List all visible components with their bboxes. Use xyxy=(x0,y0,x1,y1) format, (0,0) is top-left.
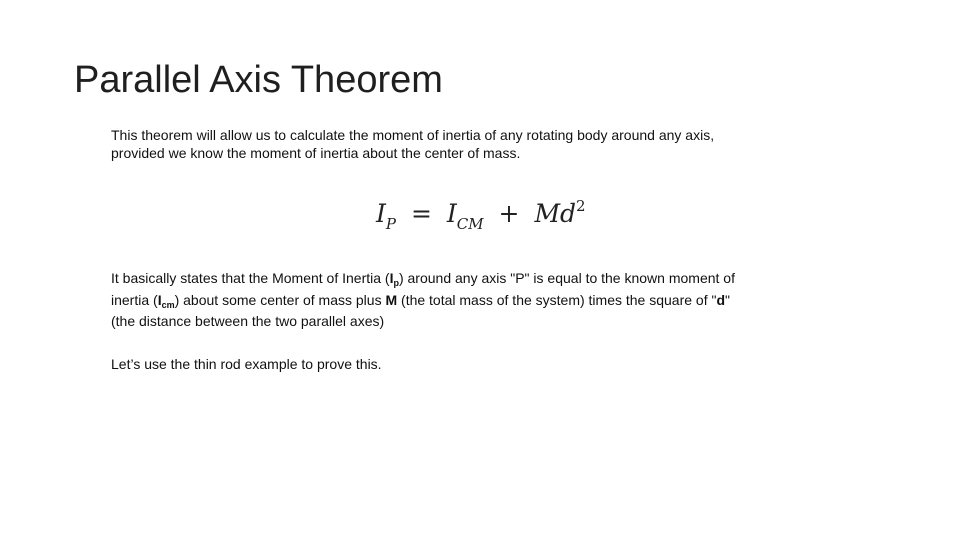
explanation-part4: (the total mass of the system) times the square of " xyxy=(397,291,717,308)
formula-term2-symbol: Md xyxy=(534,199,577,228)
formula-term1-symbol: I xyxy=(446,199,457,228)
slide-title: Parallel Axis Theorem xyxy=(74,59,443,101)
explanation-part1: It basically states that the Moment of Inertia ( xyxy=(111,270,390,286)
formula-term2-superscript: 2 xyxy=(576,197,586,215)
mass-symbol: M xyxy=(385,291,398,308)
explanation-paragraph xyxy=(111,268,736,333)
formula-plus: + xyxy=(498,199,520,228)
ip-subscript: p xyxy=(393,278,399,288)
explanation-part5: " (the distance between the two parallel axes) xyxy=(111,291,731,329)
explanation-part3: ) about some center of mass plus xyxy=(174,291,386,308)
ip-symbol: I xyxy=(389,270,394,286)
formula-term1-subscript: CM xyxy=(456,215,484,233)
formula-equals: = xyxy=(410,199,432,228)
icm-symbol: I xyxy=(157,291,162,308)
formula-lhs-symbol: I xyxy=(376,199,386,228)
closing-sentence: Let’s use the thin rod example to prove this. xyxy=(111,356,382,372)
parallel-axis-formula xyxy=(376,194,586,234)
distance-symbol: d xyxy=(716,291,726,308)
formula-lhs-subscript: P xyxy=(385,215,396,233)
icm-subscript: cm xyxy=(161,299,175,310)
intro-paragraph: This theorem will allow us to calculate the moment of inertia of any rotating body around any axis, provided we know the moment of inertia about the center of mass. xyxy=(111,127,715,161)
explanation-part2: ) around any axis "P" is equal to the known moment of inertia ( xyxy=(111,270,735,308)
